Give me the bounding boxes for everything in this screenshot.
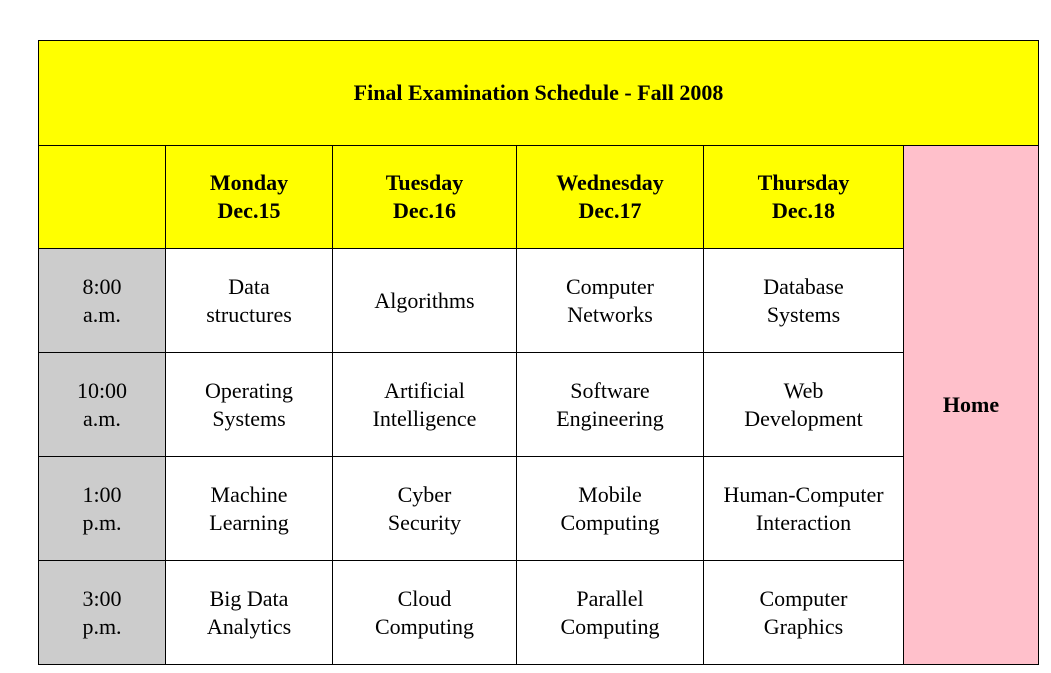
course-line: Security — [387, 509, 462, 535]
course-cell — [166, 249, 333, 353]
course-cell — [333, 353, 517, 457]
course-cell — [704, 457, 904, 561]
course-line: Development — [744, 405, 863, 431]
time-period: p.m. — [82, 509, 122, 535]
course-line: Machine — [210, 481, 288, 507]
time-slot — [39, 561, 166, 665]
course-line: Computing — [374, 613, 474, 639]
time-row-2 — [39, 353, 1039, 457]
course-line: structures — [206, 301, 292, 327]
schedule-title: Final Examination Schedule - Fall 2008 — [39, 41, 1039, 146]
time-value: 1:00 — [82, 481, 122, 507]
course-line: Big Data — [209, 585, 289, 611]
course-line: Networks — [567, 301, 653, 327]
home-link[interactable]: Home — [904, 146, 1039, 665]
course-line: Intelligence — [372, 405, 477, 431]
course-cell — [166, 561, 333, 665]
time-slot — [39, 457, 166, 561]
course-line: Interaction — [755, 509, 852, 535]
course-line: Systems — [212, 405, 286, 431]
course-cell — [704, 561, 904, 665]
course-line: Artificial — [384, 377, 465, 403]
corner-cell — [39, 146, 166, 249]
time-row-3 — [39, 457, 1039, 561]
course-line: Cloud — [397, 585, 452, 611]
course-line: Operating — [205, 377, 293, 403]
course-cell — [166, 353, 333, 457]
time-value: 10:00 — [76, 377, 128, 403]
course-line: Human-Computer — [723, 481, 884, 507]
course-cell — [517, 457, 704, 561]
day-header-monday — [166, 146, 333, 249]
day-date: Dec.15 — [217, 198, 281, 223]
course-line: Web — [783, 377, 824, 403]
course-cell — [517, 353, 704, 457]
day-header-tuesday — [333, 146, 517, 249]
time-period: a.m. — [83, 405, 121, 431]
day-date: Dec.18 — [772, 198, 835, 223]
course-line: Computing — [560, 509, 660, 535]
time-period: a.m. — [83, 301, 121, 327]
time-period: p.m. — [82, 613, 122, 639]
time-row-1 — [39, 249, 1039, 353]
course-line: Graphics — [763, 613, 844, 639]
course-line: Software — [570, 377, 650, 403]
time-slot — [39, 353, 166, 457]
course-line: Database — [763, 273, 844, 299]
course-line: Algorithms — [374, 287, 475, 313]
course-cell — [333, 457, 517, 561]
day-header-thursday — [704, 146, 904, 249]
course-cell — [704, 249, 904, 353]
day-header-wednesday — [517, 146, 704, 249]
time-value: 8:00 — [82, 273, 122, 299]
time-value: 3:00 — [82, 585, 122, 611]
course-line: Systems — [766, 301, 841, 327]
course-line: Computer — [759, 585, 848, 611]
day-name: Thursday — [757, 170, 850, 195]
day-header-row — [39, 146, 1039, 249]
course-line: Analytics — [206, 613, 292, 639]
title-row — [39, 41, 1039, 146]
course-cell — [333, 249, 517, 353]
course-cell — [166, 457, 333, 561]
course-line: Mobile — [578, 481, 642, 507]
exam-schedule-table — [38, 40, 1039, 665]
course-line: Engineering — [556, 405, 664, 431]
course-line: Data — [228, 273, 270, 299]
day-date: Dec.16 — [393, 198, 456, 223]
time-row-4 — [39, 561, 1039, 665]
course-line: Cyber — [397, 481, 452, 507]
day-date: Dec.17 — [578, 198, 642, 223]
course-cell — [333, 561, 517, 665]
course-line: Computing — [560, 613, 660, 639]
day-name: Tuesday — [385, 170, 464, 195]
course-cell — [704, 353, 904, 457]
time-slot — [39, 249, 166, 353]
course-cell — [517, 249, 704, 353]
course-cell — [517, 561, 704, 665]
course-line: Computer — [566, 273, 654, 299]
day-name: Wednesday — [556, 170, 664, 195]
course-line: Parallel — [576, 585, 644, 611]
day-name: Monday — [209, 170, 289, 195]
course-line: Learning — [209, 509, 289, 535]
